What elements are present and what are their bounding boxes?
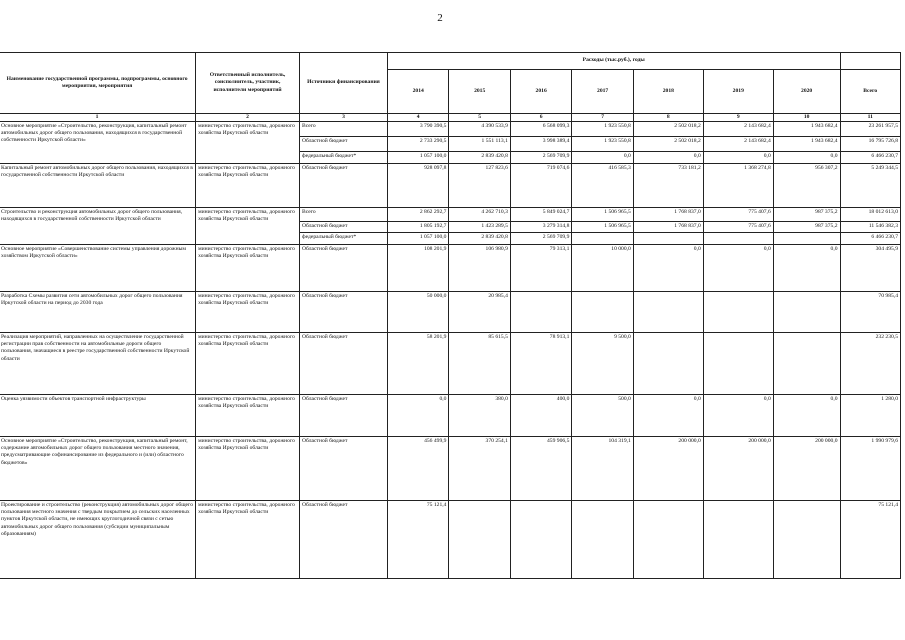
year-value: 104 319,1 <box>572 437 633 501</box>
total-value: 304 495,9 <box>840 245 900 292</box>
year-value: 1 057 100,0 <box>387 233 448 245</box>
year-value: 3 790 390,5 <box>387 122 448 137</box>
header-year: 2016 <box>510 70 571 114</box>
activity-name: Капитальный ремонт автомобильных дорог общего пользования, находящихся в государственной собственности Иркутской области <box>0 164 196 208</box>
funding-source: Областной бюджет <box>300 437 388 501</box>
year-value <box>703 501 773 579</box>
year-value: 75 121,4 <box>387 501 448 579</box>
header-year: 2019 <box>703 70 773 114</box>
year-value: 0,0 <box>572 152 633 164</box>
year-value: 1 506 965,5 <box>572 208 633 222</box>
year-value: 4 262 710,3 <box>449 208 510 222</box>
table-row <box>0 122 901 137</box>
activity-executor: министерство строительства, дорожного хозяйства Иркутской области <box>196 437 300 501</box>
year-value: 987 375,2 <box>773 222 840 233</box>
year-value: 775 407,6 <box>703 208 773 222</box>
year-value: 2 839 420,8 <box>449 152 510 164</box>
year-value: 1 943 682,4 <box>773 137 840 152</box>
page-number: 2 <box>437 12 443 24</box>
year-value: 1 768 837,0 <box>633 208 703 222</box>
year-value <box>703 292 773 333</box>
table-row <box>0 333 901 395</box>
table-row <box>0 164 901 208</box>
table-row <box>0 501 901 579</box>
column-number: 8 <box>633 114 703 122</box>
year-value <box>633 333 703 395</box>
total-value: 6 466 230,7 <box>840 233 900 245</box>
activity-executor: министерство строительства, дорожного хозяйства Иркутской области <box>196 333 300 395</box>
column-number: 6 <box>510 114 571 122</box>
year-value: 0,0 <box>633 395 703 437</box>
year-value: 0,0 <box>387 395 448 437</box>
funding-source: Областной бюджет <box>300 164 388 208</box>
year-value: 1 551 113,1 <box>449 137 510 152</box>
column-number: 5 <box>449 114 510 122</box>
year-value: 1 768 837,0 <box>633 222 703 233</box>
column-number: 11 <box>840 114 900 122</box>
year-value: 1 057 100,0 <box>387 152 448 164</box>
activity-executor: министерство строительства, дорожного хозяйства Иркутской области <box>196 501 300 579</box>
header-total: Всего <box>840 70 900 114</box>
year-value: 108 201,9 <box>387 245 448 292</box>
year-value <box>633 233 703 245</box>
activity-executor: министерство строительства, дорожного хозяйства Иркутской области <box>196 122 300 164</box>
year-value: 1 805 192,7 <box>387 222 448 233</box>
year-value: 6 568 099,3 <box>510 122 571 137</box>
funding-source: федеральный бюджет* <box>300 233 388 245</box>
total-value: 1 280,0 <box>840 395 900 437</box>
year-value <box>572 292 633 333</box>
header-year: 2017 <box>572 70 633 114</box>
funding-source: Областной бюджет <box>300 501 388 579</box>
budget-table <box>0 52 901 579</box>
activity-executor: министерство строительства, дорожного хозяйства Иркутской области <box>196 208 300 245</box>
activity-executor: министерство строительства, дорожного хозяйства Иркутской области <box>196 395 300 437</box>
year-value: 2 502 018,2 <box>633 122 703 137</box>
year-value <box>510 501 571 579</box>
total-value: 1 990 979,6 <box>840 437 900 501</box>
year-value: 456 499,9 <box>387 437 448 501</box>
header-expenses: Расходы (тыс.руб.), годы <box>387 53 840 70</box>
year-value: 0,0 <box>703 152 773 164</box>
year-value: 127 823,6 <box>449 164 510 208</box>
year-value: 0,0 <box>633 152 703 164</box>
funding-source: Областной бюджет <box>300 222 388 233</box>
activity-name: Основное мероприятие «Строительство, реконструкция, капитальный ремонт, содержание автомобильных дорог общего пользования местного значения, предусматривающие софинансирование из федерального и (или) областного бюджетов» <box>0 437 196 501</box>
year-value: 1 943 682,4 <box>773 122 840 137</box>
year-value: 0,0 <box>703 395 773 437</box>
column-number: 9 <box>703 114 773 122</box>
year-value: 775 407,6 <box>703 222 773 233</box>
year-value: 58 201,9 <box>387 333 448 395</box>
funding-source: Областной бюджет <box>300 245 388 292</box>
header-year: 2020 <box>773 70 840 114</box>
year-value: 956 307,2 <box>773 164 840 208</box>
activity-name: Проектирование и строительство (реконструкция) автомобильных дорог общего пользования местного значения с твердым покрытием до сельских населенных пунктов Иркутской области, не имеющих круглогодичной связи с сетью автомобильных дорог общего пользования (субсидии муниципальным образованиям) <box>0 501 196 579</box>
funding-source: Областной бюджет <box>300 137 388 152</box>
funding-source: Всего <box>300 208 388 222</box>
year-value: 85 615,5 <box>449 333 510 395</box>
year-value <box>773 501 840 579</box>
column-number: 7 <box>572 114 633 122</box>
year-value: 200 000,0 <box>633 437 703 501</box>
year-value: 500,0 <box>572 395 633 437</box>
year-value <box>703 333 773 395</box>
year-value: 400,0 <box>510 395 571 437</box>
year-value: 9 500,0 <box>572 333 633 395</box>
year-value: 5 849 024,7 <box>510 208 571 222</box>
total-value: 75 121,4 <box>840 501 900 579</box>
year-value: 2 569 709,9 <box>510 233 571 245</box>
year-value <box>510 292 571 333</box>
activity-name: Основное мероприятие «Совершенствование системы управления дорожным хозяйством Иркутской области» <box>0 245 196 292</box>
header-year: 2015 <box>449 70 510 114</box>
table-row <box>0 395 901 437</box>
year-value: 0,0 <box>773 395 840 437</box>
year-value: 416 585,3 <box>572 164 633 208</box>
funding-source: Областной бюджет <box>300 395 388 437</box>
year-value: 200 000,0 <box>703 437 773 501</box>
total-value: 70 985,4 <box>840 292 900 333</box>
header-executor: Ответственный исполнитель, соисполнитель, участник, исполнители мероприятий <box>196 53 300 114</box>
year-value: 2 862 292,7 <box>387 208 448 222</box>
year-value <box>773 333 840 395</box>
year-value: 3 279 314,8 <box>510 222 571 233</box>
year-value: 987 375,2 <box>773 208 840 222</box>
year-value <box>572 501 633 579</box>
table-row <box>0 292 901 333</box>
year-value: 459 906,5 <box>510 437 571 501</box>
year-value <box>703 233 773 245</box>
year-value: 50 000,0 <box>387 292 448 333</box>
year-value: 928 097,8 <box>387 164 448 208</box>
funding-source: Областной бюджет <box>300 292 388 333</box>
year-value: 0,0 <box>773 152 840 164</box>
column-number: 4 <box>387 114 448 122</box>
total-value: 18 012 613,0 <box>840 208 900 222</box>
year-value: 2 839 420,8 <box>449 233 510 245</box>
activity-name: Оценка уязвимости объектов транспортной инфраструктуры <box>0 395 196 437</box>
table-row <box>0 437 901 501</box>
year-value <box>449 501 510 579</box>
year-value: 2 143 682,4 <box>703 137 773 152</box>
total-value: 23 261 957,5 <box>840 122 900 137</box>
table-body <box>0 122 901 579</box>
funding-source: федеральный бюджет* <box>300 152 388 164</box>
year-value: 10 000,0 <box>572 245 633 292</box>
header-year: 2018 <box>633 70 703 114</box>
column-number: 3 <box>300 114 388 122</box>
column-numbers-row <box>0 114 901 122</box>
total-value: 11 546 382,3 <box>840 222 900 233</box>
year-value: 0,0 <box>773 245 840 292</box>
total-value: 6 466 230,7 <box>840 152 900 164</box>
year-value: 2 143 682,4 <box>703 122 773 137</box>
column-number: 1 <box>0 114 196 122</box>
year-value: 1 923 550,8 <box>572 122 633 137</box>
year-value: 733 181,2 <box>633 164 703 208</box>
header-name: Наименование государственной программы, подпрограммы, основного мероприятия, мероприятия <box>0 53 196 114</box>
year-value: 79 313,1 <box>510 245 571 292</box>
year-value: 2 502 018,2 <box>633 137 703 152</box>
activity-name: Реализация мероприятий, направленных на осуществление государственной регистрации прав собственности на автомобильные дороги общего пользования, значащиеся в реестре государственной собственности Иркутской области <box>0 333 196 395</box>
activity-name: Разработка Схемы развития сети автомобильных дорог общего пользования Иркутской области на период до 2030 года <box>0 292 196 333</box>
table-row <box>0 245 901 292</box>
year-value: 78 913,1 <box>510 333 571 395</box>
year-value: 200 000,0 <box>773 437 840 501</box>
total-value: 16 795 726,8 <box>840 137 900 152</box>
year-value: 0,0 <box>703 245 773 292</box>
header-year: 2014 <box>387 70 448 114</box>
total-value: 232 230,5 <box>840 333 900 395</box>
year-value <box>773 292 840 333</box>
activity-executor: министерство строительства, дорожного хозяйства Иркутской области <box>196 164 300 208</box>
table-row <box>0 208 901 222</box>
total-value: 5 249 344,5 <box>840 164 900 208</box>
year-value: 1 923 550,8 <box>572 137 633 152</box>
year-value <box>633 292 703 333</box>
year-value: 4 390 533,9 <box>449 122 510 137</box>
year-value: 2 569 709,9 <box>510 152 571 164</box>
activity-name: Строительство и реконструкция автомобильных дорог общего пользования, находящихся в государственной собственности Иркутской области <box>0 208 196 245</box>
year-value: 1 506 965,5 <box>572 222 633 233</box>
year-value <box>773 233 840 245</box>
column-number: 2 <box>196 114 300 122</box>
year-value: 106 980,9 <box>449 245 510 292</box>
header-total-blank <box>840 53 900 70</box>
year-value: 1 368 274,8 <box>703 164 773 208</box>
funding-source: Всего <box>300 122 388 137</box>
year-value: 20 985,4 <box>449 292 510 333</box>
year-value <box>572 233 633 245</box>
header-source: Источники финансирования <box>300 53 388 114</box>
activity-executor: министерство строительства, дорожного хозяйства Иркутской области <box>196 292 300 333</box>
year-value <box>633 501 703 579</box>
year-value: 0,0 <box>633 245 703 292</box>
year-value: 719 074,6 <box>510 164 571 208</box>
year-value: 3 998 389,4 <box>510 137 571 152</box>
column-number: 10 <box>773 114 840 122</box>
year-value: 2 733 290,5 <box>387 137 448 152</box>
year-value: 1 423 289,5 <box>449 222 510 233</box>
funding-source: Областной бюджет <box>300 333 388 395</box>
activity-executor: министерство строительства, дорожного хозяйства Иркутской области <box>196 245 300 292</box>
year-value: 380,0 <box>449 395 510 437</box>
activity-name: Основное мероприятие «Строительство, реконструкция, капитальный ремонт автомобильных дорог общего пользования, находящихся в государственной собственности Иркутской области» <box>0 122 196 164</box>
year-value: 370 254,1 <box>449 437 510 501</box>
